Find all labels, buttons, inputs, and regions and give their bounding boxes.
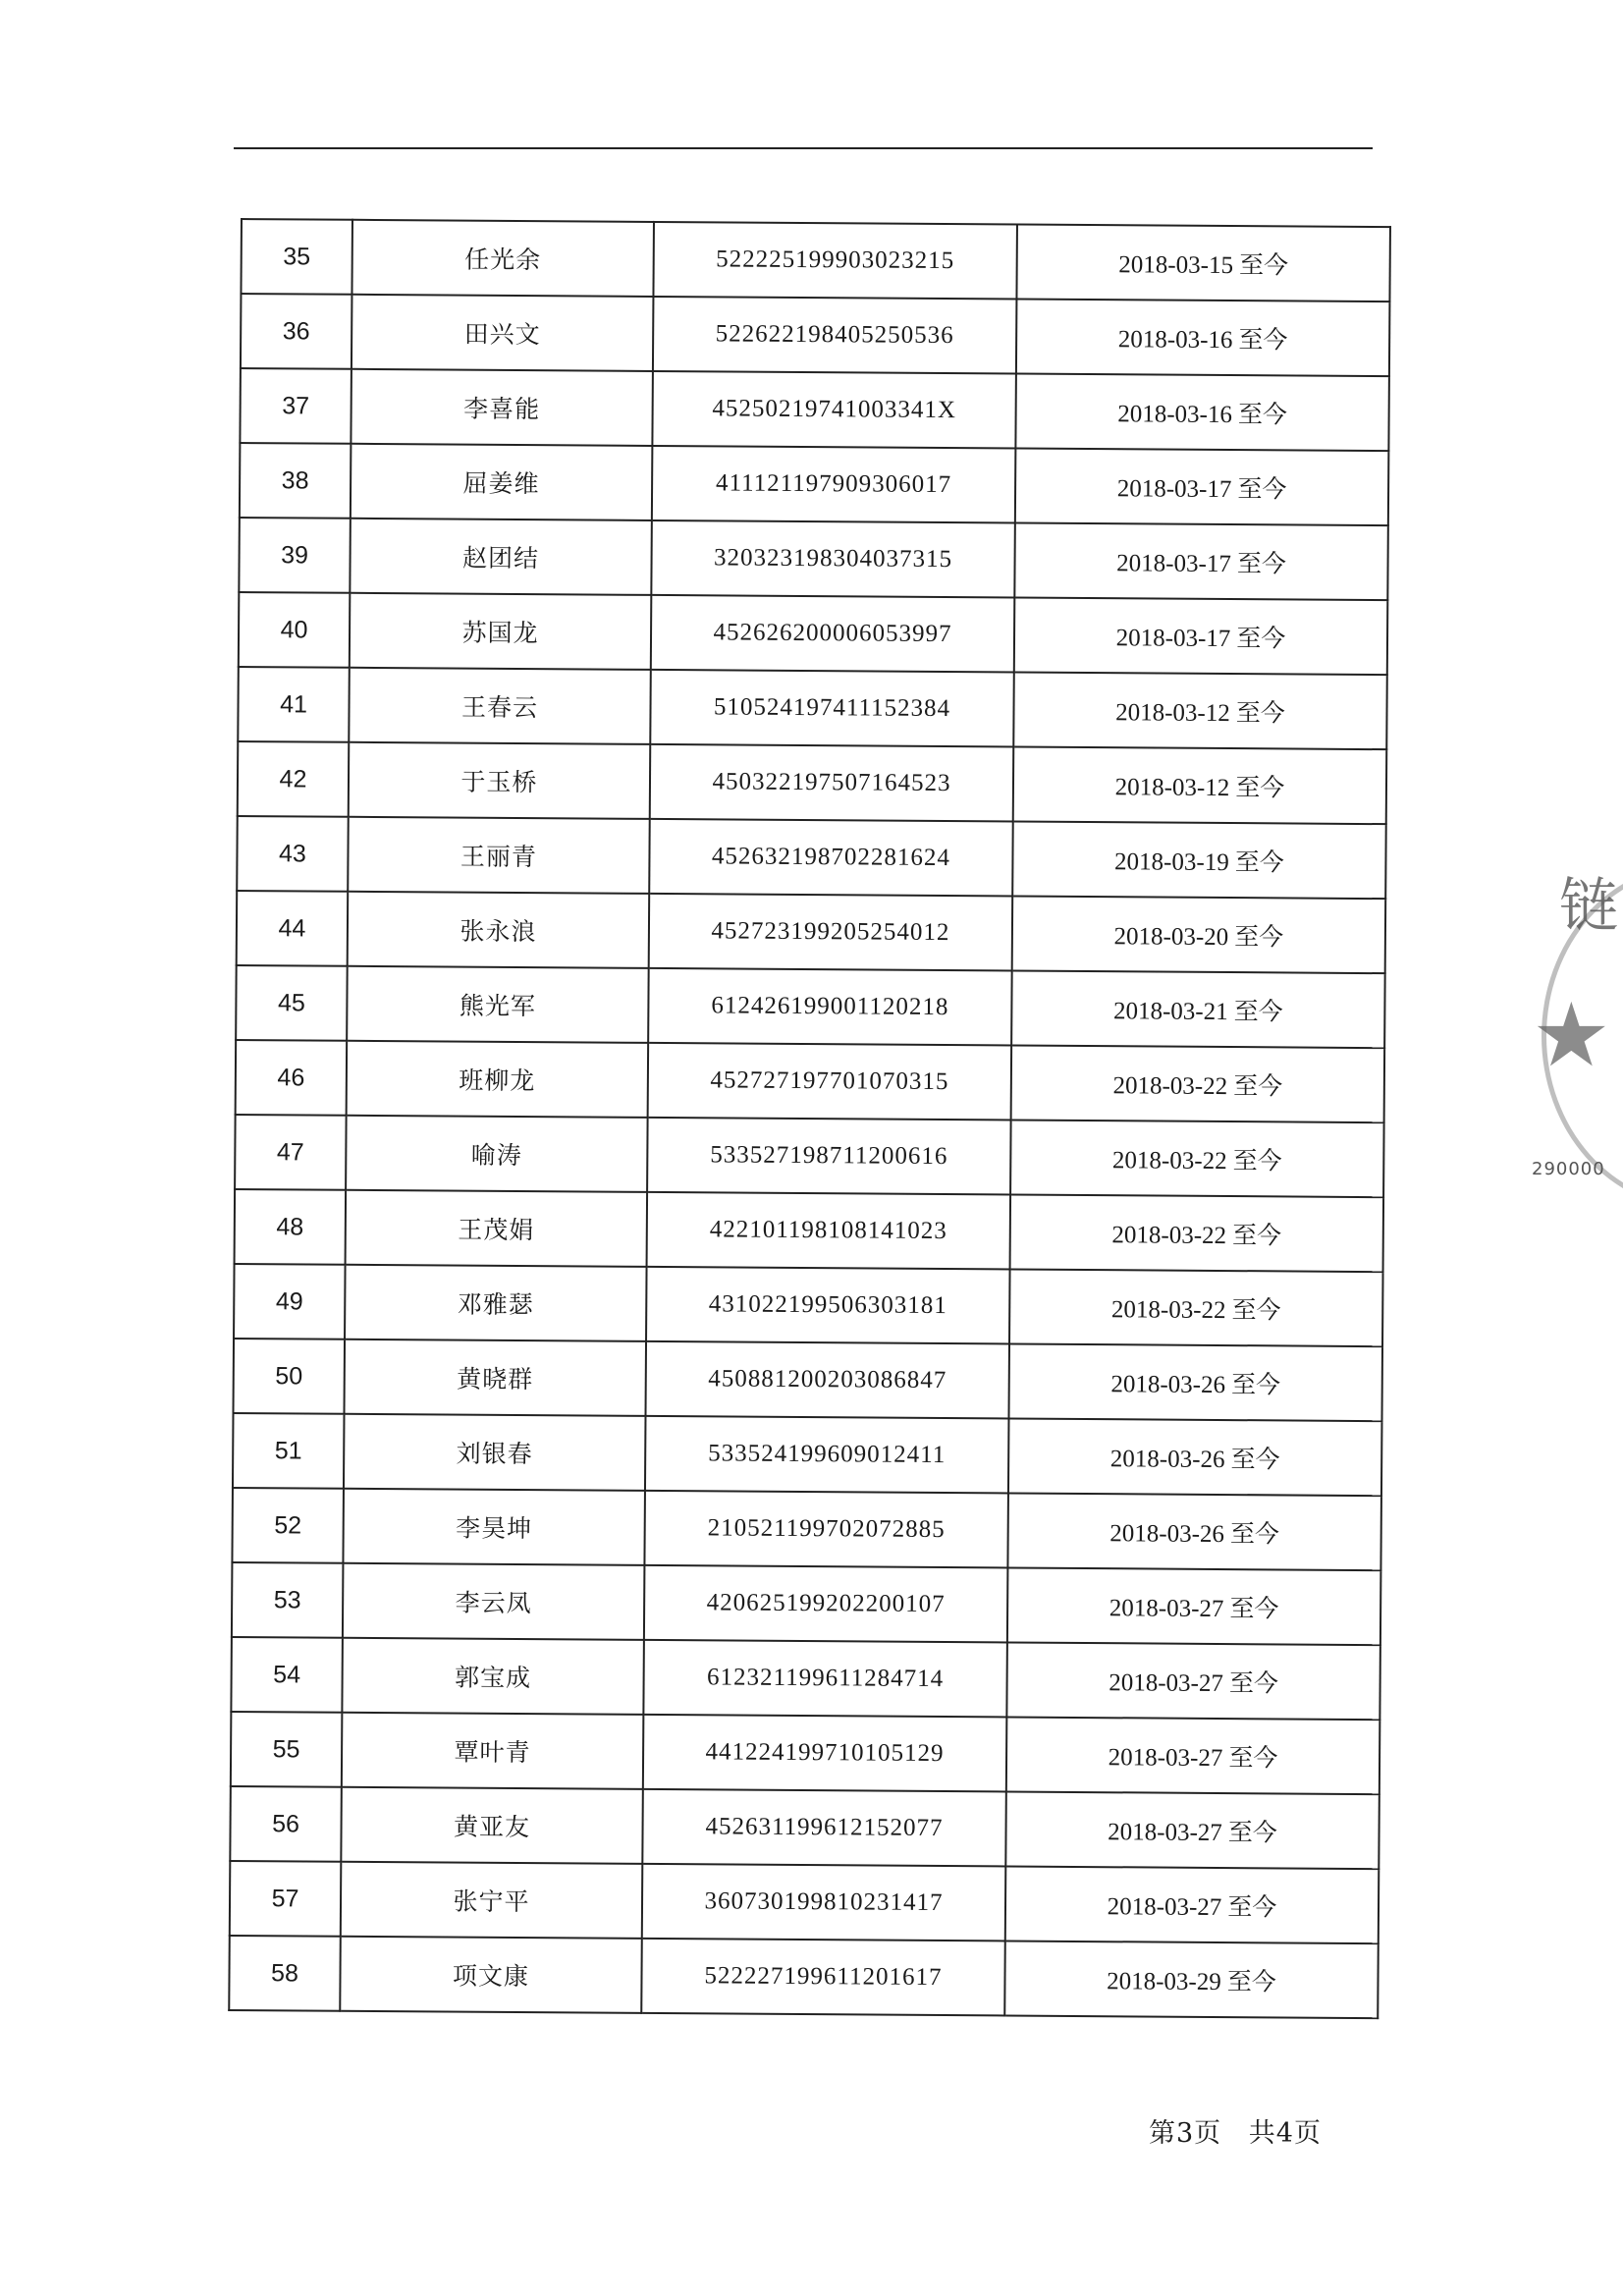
period-end: 至今 bbox=[1235, 700, 1285, 728]
table-row bbox=[236, 965, 1385, 1048]
start-date: 2018-03-27 bbox=[1108, 1819, 1222, 1847]
start-date: 2018-03-22 bbox=[1112, 1072, 1228, 1101]
start-date: 2018-03-27 bbox=[1107, 1893, 1222, 1922]
employment-period bbox=[1015, 374, 1389, 452]
employment-period bbox=[1006, 1642, 1380, 1720]
row-number: 41 bbox=[238, 667, 350, 742]
id-number: 450322197507164523 bbox=[650, 744, 1014, 822]
id-number: 441224199710105129 bbox=[643, 1715, 1007, 1792]
start-date: 2018-03-26 bbox=[1109, 1446, 1225, 1474]
employee-name: 李喜能 bbox=[351, 369, 653, 446]
employee-name: 熊光军 bbox=[347, 966, 649, 1043]
period-end: 至今 bbox=[1228, 1670, 1279, 1698]
period-end: 至今 bbox=[1236, 551, 1286, 578]
start-date: 2018-03-17 bbox=[1116, 550, 1231, 578]
employment-period bbox=[1005, 1866, 1380, 1943]
row-number: 48 bbox=[235, 1189, 347, 1265]
employment-period bbox=[1012, 822, 1386, 900]
start-date: 2018-03-21 bbox=[1112, 998, 1228, 1026]
start-date: 2018-03-16 bbox=[1117, 326, 1233, 355]
row-number: 57 bbox=[230, 1861, 342, 1937]
employment-period bbox=[1013, 747, 1387, 825]
start-date: 2018-03-15 bbox=[1118, 251, 1234, 280]
table-row bbox=[240, 443, 1389, 525]
employee-name: 项文康 bbox=[340, 1937, 642, 2013]
period-end: 至今 bbox=[1232, 1223, 1282, 1250]
row-number: 51 bbox=[233, 1413, 345, 1489]
id-number: 533527198711200616 bbox=[647, 1118, 1011, 1195]
employee-name: 屈姜维 bbox=[351, 444, 653, 520]
period-end: 至今 bbox=[1230, 1447, 1280, 1474]
row-number: 54 bbox=[231, 1637, 343, 1713]
employment-period bbox=[1011, 1046, 1385, 1123]
employment-period bbox=[1012, 897, 1386, 974]
table-row bbox=[240, 368, 1389, 451]
employment-period bbox=[1016, 300, 1390, 377]
start-date: 2018-03-20 bbox=[1113, 923, 1229, 952]
id-number: 450881200203086847 bbox=[645, 1341, 1009, 1419]
table-row bbox=[232, 1488, 1381, 1570]
period-end: 至今 bbox=[1236, 626, 1286, 653]
header-rule bbox=[234, 147, 1373, 149]
id-number: 452632198702281624 bbox=[649, 819, 1013, 897]
employee-name: 赵团结 bbox=[350, 519, 652, 595]
period-end: 至今 bbox=[1226, 1969, 1276, 1996]
employment-period bbox=[1008, 1343, 1382, 1421]
table-row bbox=[235, 1115, 1384, 1197]
start-date: 2018-03-27 bbox=[1109, 1669, 1224, 1698]
employee-name: 刘银春 bbox=[344, 1414, 646, 1491]
table-row bbox=[237, 891, 1386, 973]
row-number: 37 bbox=[240, 368, 352, 444]
id-number: 411121197909306017 bbox=[652, 446, 1016, 523]
start-date: 2018-03-26 bbox=[1109, 1520, 1225, 1549]
id-number: 522622198405250536 bbox=[653, 297, 1017, 374]
employee-name: 郭宝成 bbox=[342, 1638, 644, 1715]
table-row bbox=[231, 1712, 1380, 1794]
employment-period bbox=[1005, 1791, 1380, 1869]
employee-name: 王丽青 bbox=[348, 817, 650, 894]
row-number: 35 bbox=[241, 219, 352, 295]
row-number: 40 bbox=[239, 592, 351, 668]
page-footer bbox=[1149, 2111, 1322, 2150]
row-number: 53 bbox=[232, 1562, 344, 1638]
employment-period bbox=[1015, 449, 1389, 526]
period-end: 至今 bbox=[1238, 252, 1289, 280]
start-date: 2018-03-17 bbox=[1115, 625, 1231, 653]
id-number: 452626200006053997 bbox=[651, 595, 1015, 673]
employee-name: 邓雅瑟 bbox=[345, 1265, 647, 1341]
period-end: 至今 bbox=[1227, 1894, 1277, 1922]
employment-period bbox=[1014, 598, 1388, 676]
id-number: 360730199810231417 bbox=[642, 1864, 1006, 1941]
seal-text: 链 bbox=[1549, 874, 1618, 927]
employee-name: 王茂娟 bbox=[346, 1190, 648, 1267]
employment-period bbox=[1008, 1418, 1382, 1496]
employee-name: 于玉桥 bbox=[349, 742, 651, 819]
period-end: 至今 bbox=[1231, 1297, 1281, 1325]
row-number: 42 bbox=[238, 741, 350, 817]
period-end: 至今 bbox=[1237, 402, 1288, 429]
id-number: 420625199202200107 bbox=[644, 1565, 1008, 1643]
period-end: 至今 bbox=[1229, 1521, 1280, 1549]
table-row bbox=[241, 219, 1390, 301]
start-date: 2018-03-16 bbox=[1117, 401, 1233, 429]
row-number: 58 bbox=[229, 1936, 341, 2011]
employment-period bbox=[1010, 1194, 1384, 1272]
start-date: 2018-03-22 bbox=[1110, 1296, 1226, 1325]
row-number: 43 bbox=[237, 816, 349, 892]
employment-period bbox=[1013, 673, 1387, 750]
start-date: 2018-03-17 bbox=[1116, 475, 1232, 504]
page-number: 第3页 bbox=[1149, 2118, 1222, 2149]
start-date: 2018-03-12 bbox=[1115, 699, 1230, 728]
id-number: 320323198304037315 bbox=[651, 520, 1015, 598]
employee-name: 喻涛 bbox=[346, 1116, 648, 1192]
id-number: 452631199612152077 bbox=[642, 1789, 1006, 1867]
row-number: 45 bbox=[236, 965, 348, 1041]
id-number: 452723199205254012 bbox=[649, 894, 1013, 971]
period-end: 至今 bbox=[1233, 1073, 1283, 1101]
employment-period bbox=[1007, 1493, 1381, 1570]
start-date: 2018-03-22 bbox=[1111, 1147, 1227, 1175]
id-number: 422101198108141023 bbox=[647, 1192, 1011, 1270]
employee-table bbox=[228, 218, 1391, 2019]
employment-period bbox=[1004, 1941, 1379, 2018]
seal-star-icon: ★ bbox=[1532, 984, 1611, 1087]
row-number: 52 bbox=[232, 1488, 344, 1563]
row-number: 38 bbox=[240, 443, 352, 519]
employee-name: 黄亚友 bbox=[341, 1787, 643, 1864]
id-number: 510524197411152384 bbox=[650, 670, 1014, 747]
table-row bbox=[234, 1339, 1383, 1421]
id-number: 533524199609012411 bbox=[645, 1416, 1009, 1494]
id-number: 522227199611201617 bbox=[641, 1939, 1005, 2016]
id-number: 522225199903023215 bbox=[653, 222, 1017, 300]
row-number: 44 bbox=[237, 891, 349, 966]
row-number: 55 bbox=[231, 1712, 343, 1787]
employee-name: 田兴文 bbox=[352, 295, 654, 371]
employment-period bbox=[1007, 1567, 1381, 1645]
employee-name: 覃叶青 bbox=[342, 1713, 644, 1789]
start-date: 2018-03-22 bbox=[1111, 1222, 1227, 1250]
start-date: 2018-03-27 bbox=[1109, 1595, 1224, 1623]
employee-table-body bbox=[229, 219, 1390, 2018]
period-end: 至今 bbox=[1230, 1372, 1281, 1399]
row-number: 49 bbox=[234, 1264, 346, 1339]
employee-name: 苏国龙 bbox=[350, 593, 652, 670]
row-number: 56 bbox=[230, 1786, 342, 1862]
table-row bbox=[238, 667, 1387, 749]
period-end: 至今 bbox=[1228, 1745, 1278, 1773]
table-row bbox=[230, 1786, 1380, 1869]
employee-name: 班柳龙 bbox=[347, 1041, 649, 1118]
start-date: 2018-03-27 bbox=[1108, 1744, 1223, 1773]
employment-period bbox=[1010, 1120, 1384, 1197]
period-end: 至今 bbox=[1227, 1820, 1277, 1847]
table-row bbox=[230, 1861, 1380, 1943]
period-end: 至今 bbox=[1238, 327, 1288, 355]
table-row bbox=[232, 1562, 1381, 1645]
period-end: 至今 bbox=[1234, 924, 1284, 952]
id-number: 431022199506303181 bbox=[646, 1267, 1010, 1344]
period-end: 至今 bbox=[1237, 476, 1287, 504]
period-end: 至今 bbox=[1232, 1148, 1282, 1175]
table-row bbox=[237, 816, 1386, 899]
start-date: 2018-03-26 bbox=[1110, 1371, 1226, 1399]
table-row bbox=[231, 1637, 1380, 1720]
table-row bbox=[233, 1413, 1382, 1496]
table-row bbox=[241, 294, 1390, 376]
table-row bbox=[235, 1189, 1384, 1272]
employee-name: 李昊坤 bbox=[343, 1489, 645, 1565]
table-row bbox=[238, 741, 1387, 824]
official-seal bbox=[1532, 845, 1623, 1218]
row-number: 46 bbox=[236, 1040, 348, 1116]
employee-name: 黄晓群 bbox=[345, 1339, 647, 1416]
employee-name: 张宁平 bbox=[341, 1862, 643, 1939]
page-total: 共4页 bbox=[1248, 2118, 1322, 2149]
table-row bbox=[234, 1264, 1383, 1346]
id-number: 612426199001120218 bbox=[648, 968, 1012, 1046]
table-row bbox=[229, 1936, 1379, 2018]
employment-period bbox=[1016, 225, 1390, 302]
row-number: 36 bbox=[241, 294, 352, 369]
id-number: 45250219741003341X bbox=[652, 371, 1016, 449]
row-number: 47 bbox=[235, 1115, 347, 1190]
id-number: 452727197701070315 bbox=[648, 1043, 1012, 1121]
employment-period bbox=[1006, 1717, 1380, 1794]
id-number: 210521199702072885 bbox=[644, 1491, 1008, 1568]
period-end: 至今 bbox=[1233, 999, 1283, 1026]
table-row bbox=[239, 518, 1388, 600]
period-end: 至今 bbox=[1235, 775, 1285, 802]
employee-name: 任光余 bbox=[352, 220, 654, 297]
table-row bbox=[239, 592, 1388, 675]
id-number: 612321199611284714 bbox=[643, 1640, 1007, 1718]
start-date: 2018-03-19 bbox=[1114, 848, 1229, 877]
employment-period bbox=[1009, 1269, 1383, 1346]
employee-name: 王春云 bbox=[349, 668, 651, 744]
start-date: 2018-03-29 bbox=[1107, 1968, 1221, 1996]
employee-name: 张永浪 bbox=[348, 892, 650, 968]
seal-code: 290000 bbox=[1532, 1159, 1605, 1179]
row-number: 50 bbox=[234, 1339, 346, 1414]
table-row bbox=[236, 1040, 1385, 1122]
period-end: 至今 bbox=[1229, 1596, 1279, 1623]
employment-period bbox=[1014, 523, 1388, 601]
start-date: 2018-03-12 bbox=[1114, 774, 1230, 802]
employee-name: 李云凤 bbox=[343, 1563, 645, 1640]
period-end: 至今 bbox=[1234, 849, 1284, 877]
row-number: 39 bbox=[239, 518, 351, 593]
employment-period bbox=[1011, 971, 1385, 1049]
